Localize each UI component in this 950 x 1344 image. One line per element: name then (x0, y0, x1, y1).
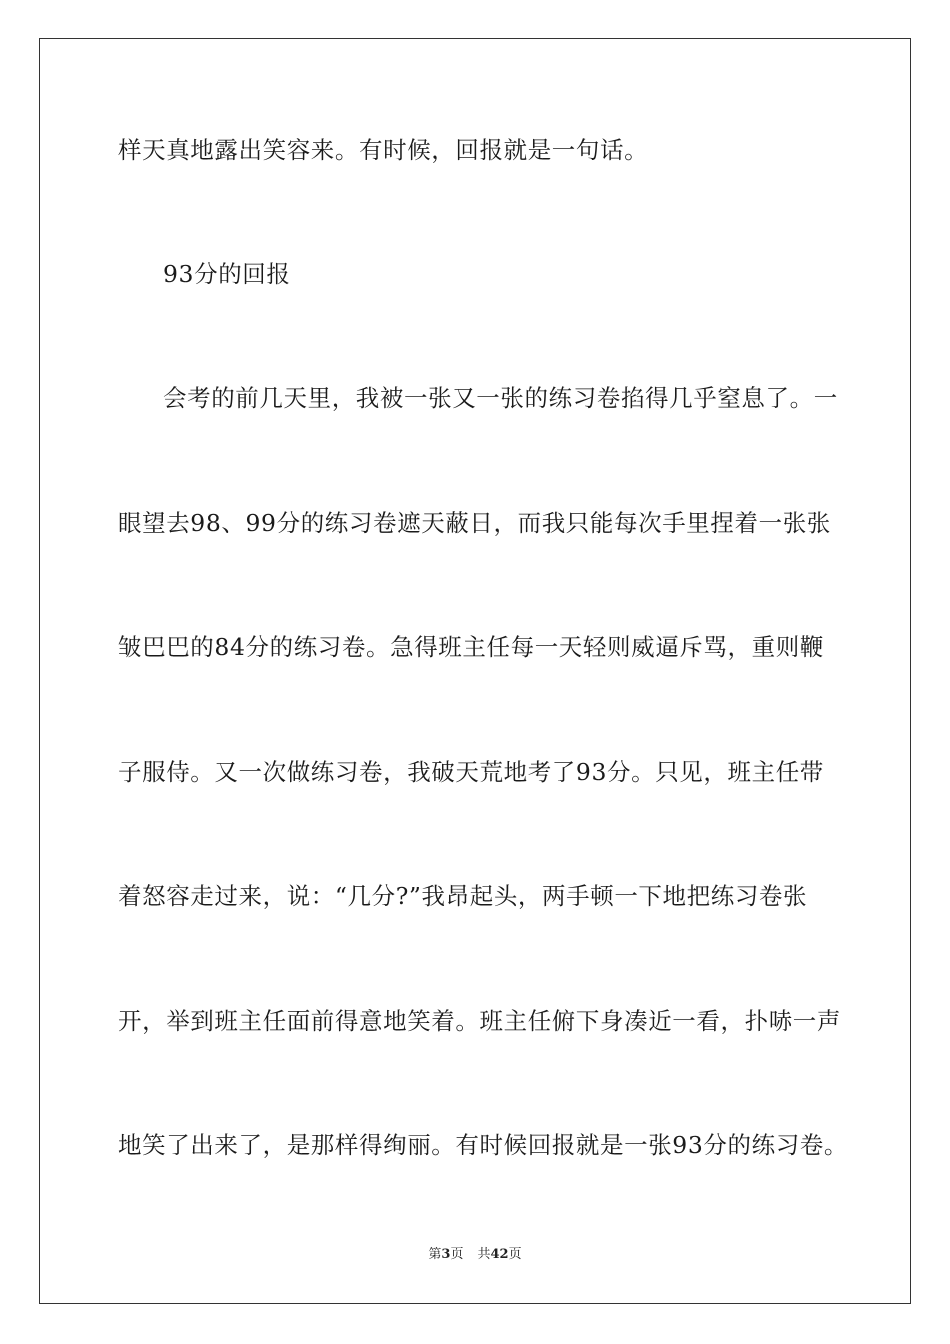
total-prefix: 共 (477, 1247, 491, 1262)
paragraph-line: 着怒容走过来，说：“几分?”我昂起头，两手顿一下地把练习卷张 (118, 882, 808, 910)
page-prefix: 第 (428, 1247, 442, 1262)
page-footer (0, 1246, 950, 1264)
total-pages: 42 (490, 1247, 509, 1262)
paragraph-line: 子服侍。又一次做练习卷，我破天荒地考了93分。只见，班主任带 (118, 758, 824, 786)
page-border (39, 38, 911, 1304)
paragraph-line: 开，举到班主任面前得意地笑着。班主任俯下身凑近一看，扑哧一声 (118, 1007, 841, 1035)
section-heading: 93分的回报 (163, 260, 291, 288)
page-suffix: 页 (450, 1247, 464, 1262)
page-number: 3 (441, 1247, 451, 1262)
paragraph-line: 地笑了出来了，是那样得绚丽。有时候回报就是一张93分的练习卷。 (118, 1131, 849, 1159)
paragraph-line: 皱巴巴的84分的练习卷。急得班主任每一天轻则威逼斥骂，重则鞭 (118, 633, 824, 661)
paragraph-line: 眼望去98、99分的练习卷遮天蔽日，而我只能每次手里捏着一张张 (118, 509, 831, 537)
paragraph-line: 样天真地露出笑容来。有时候，回报就是一句话。 (118, 136, 649, 164)
total-suffix: 页 (508, 1247, 522, 1262)
paragraph-line: 会考的前几天里，我被一张又一张的练习卷掐得几乎窒息了。一 (163, 384, 838, 412)
